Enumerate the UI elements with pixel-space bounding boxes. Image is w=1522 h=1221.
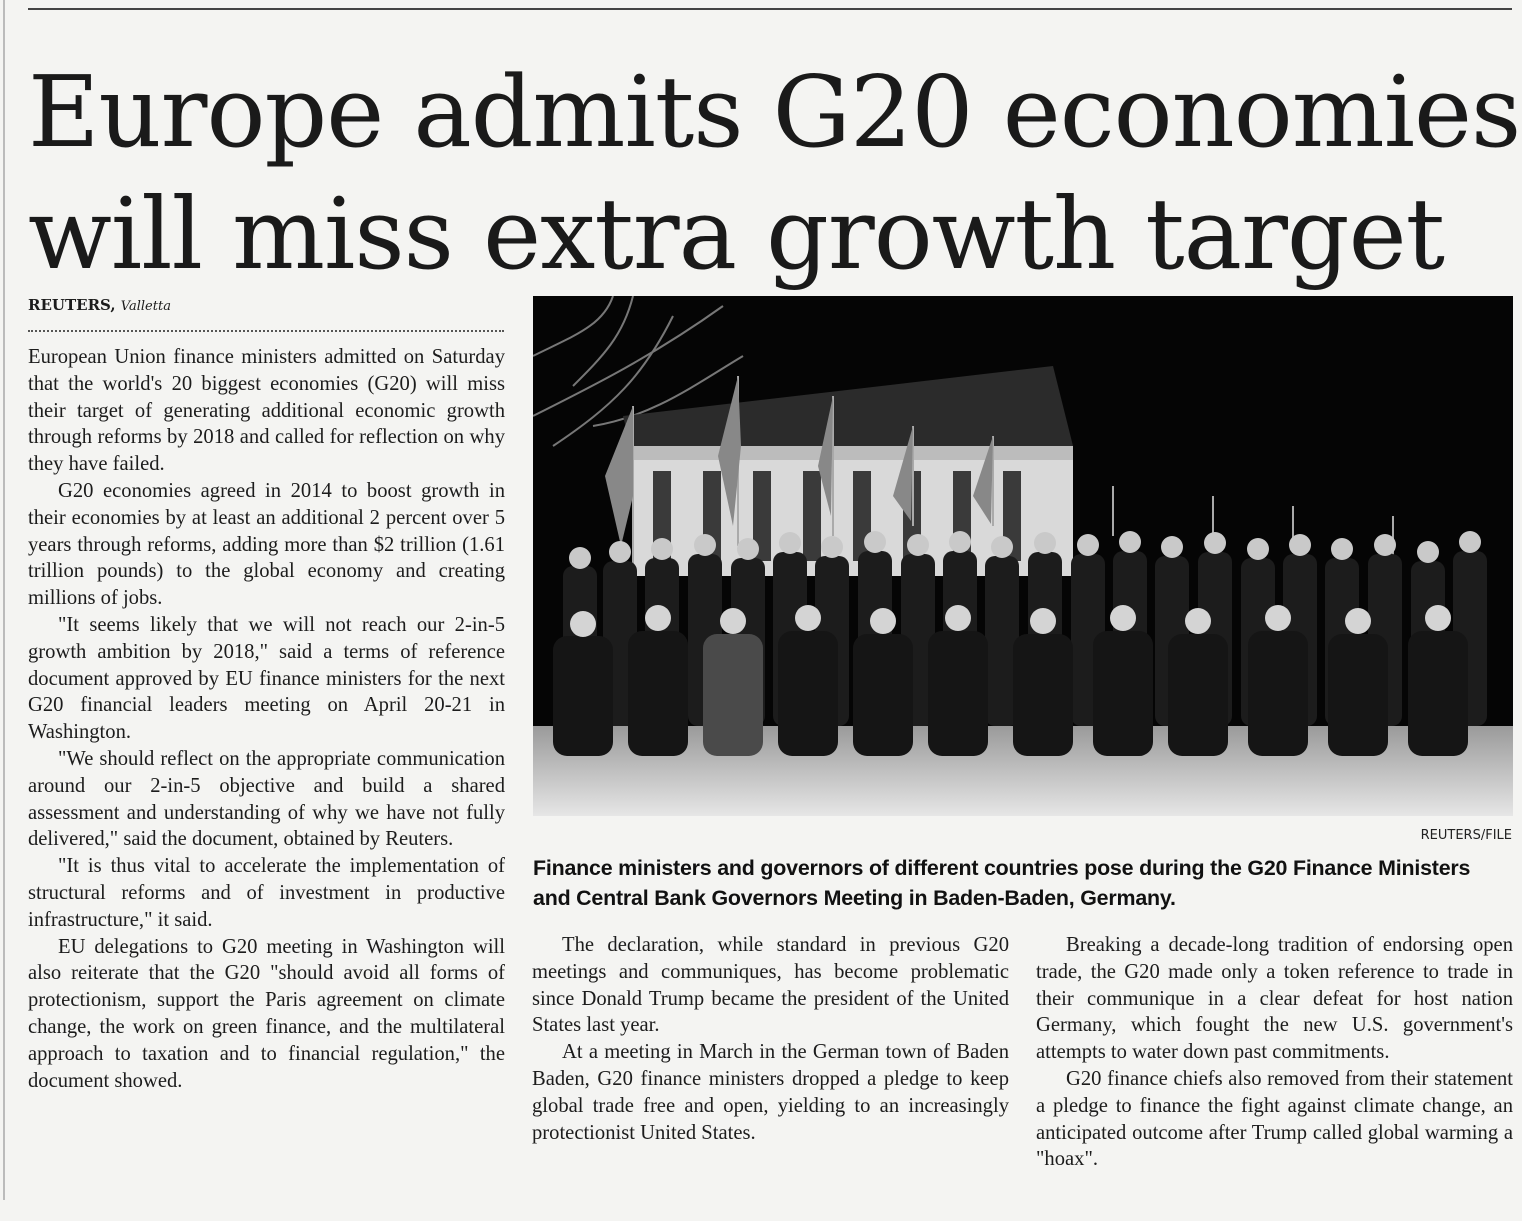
article-paragraph: Breaking a decade-long tradition of endorsing open trade, the G20 made only a token reference to trade in their communique in a clear defeat for host nation Germany, which fought the new U.S. government's attempts to water down past commitments.: [1036, 934, 1513, 1064]
byline-divider: [28, 330, 504, 332]
article-paragraph: EU delegations to G20 meeting in Washington will also reiterate that the G20 "should avoid all forms of protectionism, support the Paris agreement on climate change, the work on green finance, and the multilateral approach to taxation and to financial regulation," the document showed.: [28, 935, 505, 1092]
headline-line-2: will miss extra growth target: [28, 178, 1445, 292]
article-paragraph: European Union finance ministers admitted on Saturday that the world's 20 biggest economies (G20) will miss their target of generating additional economic growth through reforms by 2018 and called for reflection on why they have failed.: [28, 346, 505, 476]
article-paragraph: G20 finance chiefs also removed from their statement a pledge to finance the fight against climate change, an anticipated outcome after Trump called global warming a "hoax".: [1036, 1067, 1513, 1171]
byline: [28, 296, 171, 314]
byline-location: Valletta: [120, 299, 171, 314]
page-edge: [3, 0, 5, 1200]
article-paragraph: At a meeting in March in the German town of Baden Baden, G20 finance ministers dropped a pledge to keep global trade free and open, yielding to an increasingly protectionist United States.: [532, 1041, 1009, 1144]
article-paragraph: "It seems likely that we will not reach our 2-in-5 growth ambition by 2018," said a terms of reference document approved by EU finance ministers for the next G20 financial leaders meeting on April 20-21 in Washington.: [28, 613, 505, 744]
photo-caption: Finance ministers and governors of different countries pose during the G20 Finance Ministers and Central Bank Governors Meeting in Baden-Baden, Germany.: [533, 856, 1471, 910]
article-column-1: [28, 344, 505, 1094]
top-rule: [28, 8, 1512, 10]
article-paragraph: G20 economies agreed in 2014 to boost growth in their economies by at least an additional 2 percent over 5 years through reforms, adding more than $2 trillion (1.61 trillion pounds) to the global economy and creating millions of jobs.: [28, 479, 505, 610]
article-paragraph: The declaration, while standard in previous G20 meetings and communiques, has become problematic since Donald Trump became the president of the United States last year.: [532, 934, 1009, 1037]
photo-credit: REUTERS/FILE: [1420, 828, 1512, 843]
article-column-3: [1036, 932, 1513, 1173]
headline: [28, 52, 1521, 296]
article-column-2: [532, 932, 1009, 1146]
article-paragraph: "It is thus vital to accelerate the implementation of structural reforms and of investment in productive infrastructure," it said.: [28, 855, 505, 931]
byline-agency: REUTERS,: [28, 296, 116, 314]
article-paragraph: "We should reflect on the appropriate communication around our 2-in-5 objective and build a shared assessment and understanding of why we have not fully delivered," said the document, obtained by Reuters.: [28, 747, 505, 851]
news-photo: [533, 296, 1513, 816]
group-photo-illustration: [533, 296, 1513, 816]
headline-line-1: Europe admits G20 economies: [28, 56, 1521, 170]
